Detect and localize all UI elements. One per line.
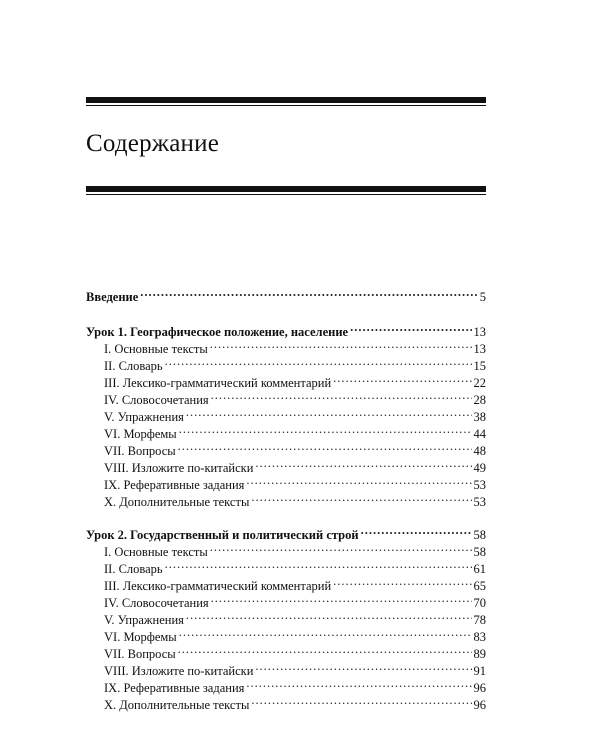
toc-entry-intro[interactable] (86, 284, 486, 304)
dot-leader (333, 573, 471, 590)
dot-leader (211, 590, 472, 607)
dot-leader (211, 387, 472, 404)
toc-page-number: 83 (473, 630, 486, 644)
dot-leader (333, 370, 471, 387)
toc-page-number: 38 (473, 410, 486, 424)
toc-entry-label: VIII. Изложите по-китайски (104, 461, 254, 475)
toc-page-number: 96 (473, 698, 486, 712)
lesson-2-block (86, 522, 486, 712)
toc-page-number: 5 (479, 290, 486, 304)
rule-thin-line (86, 105, 486, 106)
toc-page-number: 61 (473, 562, 486, 576)
toc-page-number: 70 (473, 596, 486, 610)
toc-page-number: 78 (473, 613, 486, 627)
toc-entry-label: IV. Словосочетания (104, 393, 209, 407)
dot-leader (246, 472, 471, 489)
dot-leader (361, 522, 472, 539)
toc-page-number: 15 (473, 359, 486, 373)
dot-leader (186, 404, 472, 421)
toc-entry-label: V. Упражнения (104, 410, 184, 424)
toc-page-number: 65 (473, 579, 486, 593)
rule-thick-line (86, 97, 486, 103)
toc-entry-label: VI. Морфемы (104, 427, 177, 441)
dot-leader (255, 658, 471, 675)
toc-page-number: 13 (473, 342, 486, 356)
toc-page-number: 48 (473, 444, 486, 458)
toc-entry-label: Введение (86, 290, 139, 304)
toc-page-number: 44 (473, 427, 486, 441)
toc-entry-label: I. Основные тексты (104, 342, 208, 356)
toc-entry-lesson-2[interactable] (86, 522, 486, 542)
toc-page-number: 53 (473, 495, 486, 509)
toc-page-number: 89 (473, 647, 486, 661)
toc-entry-label: X. Дополнительные тексты (104, 495, 250, 509)
toc-page-number: 49 (473, 461, 486, 475)
dot-leader (255, 455, 471, 472)
toc-page-number: 58 (473, 545, 486, 559)
toc-entry-label: Урок 1. Географическое положение, население (86, 325, 349, 339)
table-of-contents (86, 284, 486, 725)
toc-entry-label: IX. Реферативные задания (104, 478, 245, 492)
dot-leader (165, 556, 472, 573)
toc-page-number: 91 (473, 664, 486, 678)
toc-entry-label: V. Упражнения (104, 613, 184, 627)
toc-page-number: 13 (473, 325, 486, 339)
dot-leader (178, 641, 472, 658)
dot-leader (178, 438, 472, 455)
toc-entry-label: VI. Морфемы (104, 630, 177, 644)
toc-page-number: 58 (473, 528, 486, 542)
dot-leader (350, 319, 471, 336)
toc-entry-label: Урок 2. Государственный и политический строй (86, 528, 359, 542)
toc-page-number: 28 (473, 393, 486, 407)
toc-entry-label: X. Дополнительные тексты (104, 698, 250, 712)
dot-leader (251, 692, 471, 709)
toc-entry-label: IX. Реферативные задания (104, 681, 245, 695)
top-double-rule (86, 97, 486, 106)
toc-entry-label: II. Словарь (104, 562, 163, 576)
dot-leader (179, 421, 472, 438)
dot-leader (165, 353, 472, 370)
dot-leader (246, 675, 471, 692)
dot-leader (140, 284, 477, 301)
toc-entry-label: I. Основные тексты (104, 545, 208, 559)
toc-entry-label: VII. Вопросы (104, 444, 176, 458)
lesson-1-block (86, 319, 486, 509)
rule-thick-line (86, 186, 486, 192)
toc-entry-label: III. Лексико-грамматический комментарий (104, 579, 332, 593)
dot-leader (251, 489, 471, 506)
dot-leader (210, 539, 472, 556)
dot-leader (179, 624, 472, 641)
toc-page-number: 22 (473, 376, 486, 390)
toc-page-number: 53 (473, 478, 486, 492)
toc-entry-lesson-1[interactable] (86, 319, 486, 339)
toc-entry-label: VII. Вопросы (104, 647, 176, 661)
bottom-double-rule (86, 186, 486, 195)
dot-leader (210, 336, 472, 353)
dot-leader (186, 607, 472, 624)
toc-entry-label: IV. Словосочетания (104, 596, 209, 610)
toc-entry-label: II. Словарь (104, 359, 163, 373)
toc-entry-label: VIII. Изложите по-китайски (104, 664, 254, 678)
rule-thin-line (86, 194, 486, 195)
page-title: Содержание (86, 130, 219, 157)
toc-page-number: 96 (473, 681, 486, 695)
toc-entry-label: III. Лексико-грамматический комментарий (104, 376, 332, 390)
